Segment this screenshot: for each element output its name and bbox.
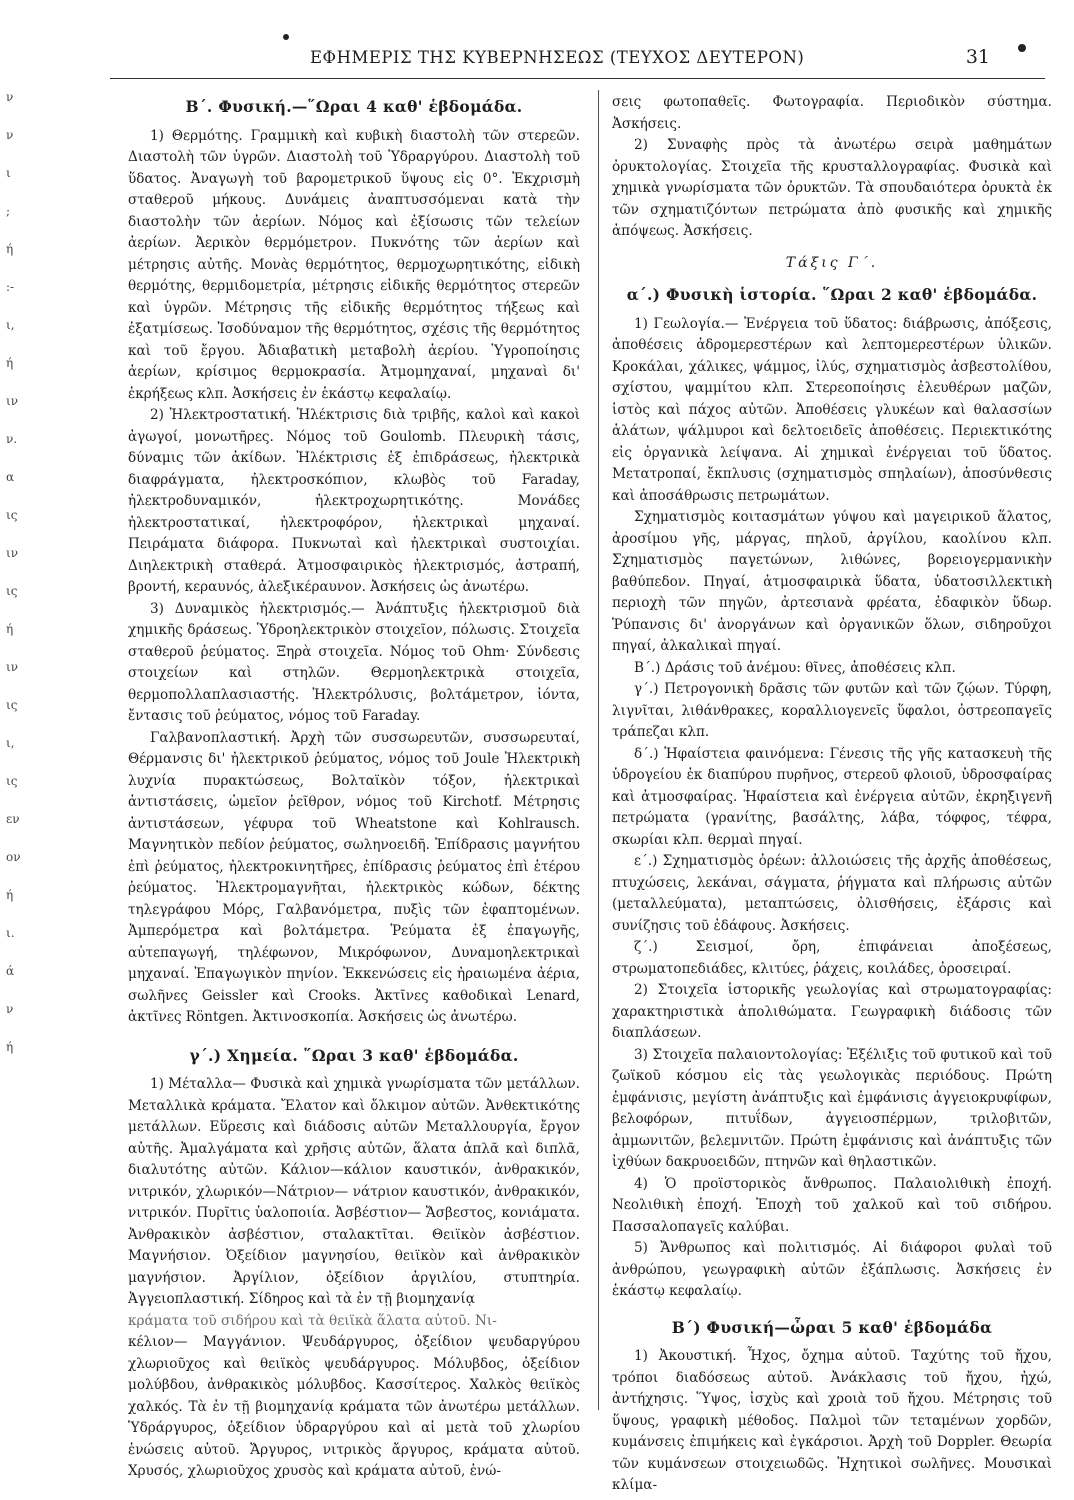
margin-fragment: ιν <box>6 394 18 408</box>
margin-fragment: ή <box>6 242 14 256</box>
margin-fragment: ι. <box>6 926 15 940</box>
margin-fragment: ις <box>6 698 18 712</box>
ink-speck <box>1018 44 1026 52</box>
margin-fragment: α <box>6 470 15 484</box>
paragraph-wind: Β΄.) Δράσις τοῦ ἀνέμου: θῖνες, ἀποθέσεις κλπ. <box>634 659 956 676</box>
margin-fragment: ν <box>6 128 14 142</box>
paragraph-historical-geology: 2) Στοιχεῖα ἱστορικῆς γεωλογίας καὶ στρωματογραφίας: χαρακτηριστικὰ ἀπολιθώματα. Γεωγραφικὴ διάδοσις τῶν διαπλάσεων. <box>612 982 1052 1041</box>
paragraph-formation: Σχηματισμὸς κοιτασμάτων γύψου καὶ μαγειρικοῦ ἅλατος, ἀροσίμου γῆς, μάργας, πηλοῦ, ἀργίλου, καολίνου κλπ. Σχηματισμὸς παγετώνων, λιθώνες, βορειογερμανικὴν βαθύπεδον. Πηγαί, ἀτμοσφαιρικὰ ὕδατα, ὑδατοσιλλεκτικὴ περιοχὴ τῶν πηγῶν, ἀρτεσιανὰ φρέατα, ἐδαφικὸν ὕδωρ. Ῥύπανσις δι' ἀνοργάνων καὶ ὀργανικῶν ὅλων, σιδηροῦχοι πηγαί, ἀλκαλικαὶ πηγαί. <box>612 509 1052 654</box>
margin-fragment: ιν <box>6 546 18 560</box>
paragraph-electrostatics: 2) Ἠλεκτροστατική. Ἠλέκτρισις διὰ τριβῆς, καλοὶ καὶ κακοὶ ἀγωγοί, μονωτῆρες. Νόμος τοῦ Goulomb. Πλευρικὴ τάσις, δύναμις τῶν ἀκίδων. Ἠλέκτρισις ἐξ ἐπιδράσεως, ἠλεκτρικὰ διαφράγματα, ἠλεκτροσκόπιον, κλωβὸς τοῦ Faraday, ἠλεκτροδυναμικόν, ἠλεκτροχωρητικότης. Μονάδες ἠλεκτροστατικαί, ἠλεκτροφόρον, ἠλεκτρικαὶ μηχαναί. Πειράματα διάφορα. Πυκνωταὶ καὶ ἠλεκτρικαὶ συστοιχίαι. Διηλεκτρικὴ σταθερά. Ἀτμοσφαιρικὸς ἠλεκτρισμός, ἀστραπή, βροντή, κεραυνός, ἀλεξικέραυνον. Ἀσκήσεις ὡς ἀνωτέρω. <box>128 407 580 595</box>
paragraph-mountains: ε΄.) Σχηματισμὸς ὀρέων: ἀλλοιώσεις τῆς ἀρχῆς ἀποθέσεως, πτυχώσεις, λεκάναι, σάγματα, ῥήγματα καὶ πλήρωσις αὐτῶν (μεταλλεύματα), μεταπτώσεις, ὀλισθήσεις, ἐξάρσις καὶ συνίζησις τοῦ ἐδάφους. Ἀσκήσεις. <box>612 853 1052 934</box>
margin-fragment: ή <box>6 356 14 370</box>
right-column <box>612 92 1052 1497</box>
margin-fragment: ις <box>6 584 18 598</box>
margin-fragment: ; <box>6 204 11 218</box>
paragraph-prehistoric-man: 4) Ὁ προϊστορικὸς ἄνθρωπος. Παλαιολιθικὴ ἐποχή. Νεολιθικὴ ἐποχή. Ἐποχὴ τοῦ χαλκοῦ καὶ τοῦ σιδήρου. Πασσαλοπαγεῖς καλύβαι. <box>612 1175 1052 1235</box>
column-divider <box>598 90 599 1410</box>
margin-fragment: ή <box>6 888 14 902</box>
paragraph-volcanic: δ΄.) Ἡφαίστεια φαινόμενα: Γένεσις τῆς γῆς κατασκευὴ τῆς ὑδρογείου ἐκ διαπύρου πυρῆνος, στερεοῦ φλοιοῦ, ὑδροσφαίρας καὶ ἀτμοσφαίρας. Ἡφαίστεια καὶ ἐνέργεια αὐτῶν, ἐκρηξιγενῆ πετρώματα (γρανίτης, βασάλτης, λάβα, τόφφος, τέφρα, σκωρίαι κλπ. θερμαὶ πηγαί. <box>612 745 1052 848</box>
paragraph-metals-continued: κέλιον— Μαγγάνιον. Ψευδάργυρος, ὀξείδιον ψευδαργύρου χλωριοῦχος καὶ θειϊκὸς ψευδάργυρος. Μόλυβδος, ὀξείδιον μολύβδου, ἀνθρακικὸς μόλυβδος. Κασσίτερος. Χαλκὸς θειϊκὸς χαλκός. Τὰ ἐν τῇ βιομηχανίᾳ κράματα τῶν ἀνωτέρω μετάλλων. Ὑδράργυρος, ὀξείδιον ὑδραργύρου καὶ αἱ μετὰ τοῦ χλωρίου ἑνώσεις αὐτοῦ. Ἄργυρος, νιτρικὸς ἄργυρος, κράματα αὐτοῦ. Χρυσός, χλωριοῦχος χρυσὸς καὶ κράματα αὐτοῦ, ἑνώ- <box>128 1334 580 1479</box>
gazette-title: ΕΦΗΜΕΡΙΣ ΤΗΣ ΚΥΒΕΡΝΗΣΕΩΣ (ΤΕΥΧΟΣ ΔΕΥΤΕΡΟΝ) <box>310 48 805 67</box>
ink-speck <box>283 34 289 40</box>
section-heading-chemistry: γ΄.) Χημεία. ῞Ωραι 3 καθ' ἑβδομάδα. <box>189 1045 519 1065</box>
margin-fragment: ι, <box>6 318 15 332</box>
margin-fragment: ν <box>6 90 14 104</box>
margin-fragment: ά <box>6 964 15 978</box>
paragraph-petrogenic: γ΄.) Πετρογονικὴ δρᾶσις τῶν φυτῶν καὶ τῶν ζῴων. Τύρφη, λιγνῖται, λιθάνθρακες, κοραλλιογενεῖς ὕφαλοι, ὀστρεοπαγεῖς τράπεζαι κλπ. <box>612 681 1052 740</box>
margin-fragment: ις <box>6 508 18 522</box>
paragraph-metals-faint-line: κράματα τοῦ σιδήρου καὶ τὰ θειϊκὰ ἅλατα αὐτοῦ. Νι- <box>128 1312 497 1329</box>
margin-fragment: ν. <box>6 432 18 446</box>
margin-fragment: :- <box>6 280 15 294</box>
paragraph-civilization: 5) Ἄνθρωπος καὶ πολιτισμός. Αἱ διάφοροι φυλαὶ τοῦ ἀνθρώπου, γεωγραφικὴ αὐτῶν ἐξάπλωσις. Ἀσκήσεις ἐν ἑκάστῳ κεφαλαίῳ. <box>612 1240 1052 1299</box>
paragraph-paleontology: 3) Στοιχεῖα παλαιοντολογίας: Ἐξέλιξις τοῦ φυτικοῦ καὶ τοῦ ζωϊκοῦ κόσμου εἰς τὰς γεωλογικὰς περιόδους. Πρώτη ἐμφάνισις, μεγίστη ἀνάπτυξις καὶ ἐμφάνισις ἀγγειοκρυφίφων, βελοφόρων, πιτυΐδων, ἀγγειοσπέρμων, τριλοβιτῶν, ἀμμωνιτῶν, βελεμνιτῶν. Πρώτη ἐμφάνισις καὶ ἀνάπτυξις τῶν ἰχθύων δακρυοειδῶν, πτηνῶν καὶ θηλαστικῶν. <box>612 1046 1052 1170</box>
left-margin-fragments <box>0 50 24 1054</box>
paragraph-metals: 1) Μέταλλα— Φυσικὰ καὶ χημικὰ γνωρίσματα τῶν μετάλλων. Μεταλλικὰ κράματα. Ἔλατον καὶ ὄλκιμον αὐτῶν. Ἀνθεκτικότης μετάλλων. Εὕρεσις καὶ διάδοσις αὐτῶν Μεταλλουργία, ἔργον αὐτῆς. Ἀμαλγάματα καὶ χρῆσις αὐτῶν, ἅλατα ἁπλᾶ καὶ διπλᾶ, διαλυτότης αὐτῶν. Κάλιον—κάλιον καυστικόν, ἀνθρακικόν, νιτρικόν, χλωρικόν—Νάτριον— νάτριον καυστικόν, ἀνθρακικόν, νιτρικόν. Πυρῖτις ὑαλοποιία. Ἀσβέστιον— Ἄσβεστος, κονιάματα. Ἀνθρακικὸν ἀσβέστιον, σταλακτῖται. Θειϊκὸν ἀσβέστιον. Μαγνήσιον. Ὀξείδιον μαγνησίου, θειϊκὸν καὶ ἀνθρακικὸν μαγνήσιον. Ἀργίλιον, ὀξείδιον ἀργιλίου, στυπτηρία. Ἀγγειοπλαστική. Σίδηρος καὶ τὰ ἐν τῇ βιομηχανίᾳ <box>128 1076 580 1307</box>
margin-fragment: ν <box>6 1002 14 1016</box>
section-heading-natural-history: α΄.) Φυσικὴ ἱστορία. ῞Ωραι 2 καθ' ἑβδομάδα. <box>626 285 1038 304</box>
margin-fragment: ι <box>6 166 11 180</box>
paragraph-dynamic-electricity: 3) Δυναμικὸς ἠλεκτρισμός.— Ἀνάπτυξις ἠλεκτρισμοῦ διὰ χημικῆς δράσεως. Ὑδροηλεκτρικὸν στοιχεῖον, πόλωσις. Στοιχεῖα σταθεροῦ ῥεύματος. Ξηρὰ στοιχεῖα. Νόμος τοῦ Ohm· Σύνδεσις στοιχείων καὶ στηλῶν. Θερμοηλεκτρικὰ στοιχεῖα, θερμοπολλαπλασιαστής. Ἠλεκτρόλυσις, βολτάμετρον, ἰόντα, ἔντασις τοῦ ῥεύματος, νόμος τοῦ Faraday. <box>128 600 580 724</box>
paragraph-galvanoplastics: Γαλβανοπλαστική. Ἀρχὴ τῶν συσσωρευτῶν, συσσωρευταί, Θέρμανσις δι' ἠλεκτρικοῦ ῥεύματος, νόμος τοῦ Joule Ἠλεκτρικὴ λυχνία πυρακτώσεως, Βολταϊκὸν τόξον, ἠλεκτρικαὶ ἀντιστάσεις, ὡμεῖον ῥεῖθρον, νόμος τοῦ Kirchotf. Μέτρησις ἀντιστάσεων, γέφυρα τοῦ Wheatstone καὶ Kohlrausch. Μαγνητικὸν πεδίον ῥεύματος, σωληνοειδῆ. Ἐπίδρασις μαγνήτου ἐπὶ ῥεύματος, ἠλεκτροκινητῆρες, ἐπίδρασις ῥεύματος ἐπὶ ἑτέρου ῥεύματος. Ἠλεκτρομαγνῆται, ἠλεκτρικὸς κώδων, δέκτης τηλεγράφου Μόρς, Γαλβανόμετρα, πυξὶς τῶν ἐφαπτομένων. Ἀμπερόμετρα καὶ βολτάμετρα. Ῥεύματα ἐξ ἐπαγωγῆς, αὐτεπαγωγή, τηλέφωνον, Μικρόφωνον, Δυναμοηλεκτρικαὶ μηχαναί. Ἐπαγωγικὸν πηνίον. Ἐκκενώσεις εἰς ἠραιωμένα ἀέρια, σωλῆνες Geissler καὶ Crooks. Ἀκτῖνες καθοδικαὶ Lenard, ἀκτῖνες Röntgen. Ἀκτινοσκοπία. Ἀσκήσεις ὡς ἀνωτέρω. <box>128 729 580 1025</box>
margin-fragment: ι, <box>6 736 15 750</box>
class-heading: Τάξις Γ΄. <box>785 254 879 271</box>
page-header <box>300 48 990 76</box>
margin-fragment: ή <box>6 1040 14 1054</box>
margin-fragment: ή <box>6 622 14 636</box>
section-heading-physics-2: Β΄) Φυσική—ὧραι 5 καθ' ἑβδομάδα <box>671 1317 993 1337</box>
header-rule <box>110 78 1045 79</box>
paragraph-geology: 1) Γεωλογία.— Ἐνέργεια τοῦ ὕδατος: διάβρωσις, ἀπόξεσις, ἀποθέσεις ἀδρομερεστέρων καὶ λεπτομερεστέρων ὑλικῶν. Κροκάλαι, χάλικες, ψάμμος, ἰλύς, σχηματισμὸς ἀσβεστολίθου, σχίστου, ψαμμίτου κλπ. Στερεοποίησις ἐλευθέρων μαζῶν, ἱστὸς καὶ πάχος αὐτῶν. Ἀποθέσεις γλυκέων καὶ θαλασσίων ἁλάτων, ψάλμυροι καὶ δελτοειδεῖς ἀποθέσεις. Περιεκτικότης εἰς ὀργανικὰ λείψανα. Αἱ χημικαὶ ἐνέργειαι τοῦ ὕδατος. Μετατροπαί, ἔκπλυσις (σχηματισμὸς σπηλαίων), ἀποσύνθεσις καὶ ἀποσάθρωσις πετρωμάτων. <box>612 315 1052 504</box>
paragraph-acoustics: 1) Ἀκουστική. Ἦχος, ὄχημα αὐτοῦ. Ταχύτης τοῦ ἤχου, τρόποι διαδόσεως αὐτοῦ. Ἀνάκλασις τοῦ ἤχου, ἠχώ, ἀντήχησις. Ὕψος, ἰσχὺς καὶ χροιὰ τοῦ ἤχου. Μέτρησις τοῦ ὕψους, γραφικὴ μέθοδος. Παλμοὶ τῶν τεταμένων χορδῶν, κυμάνσεις ἐπιμήκεις καὶ ἐγκάρσιοι. Ἀρχὴ τοῦ Doppler. Θεωρία τῶν κυμάνσεων στοιχειωδῶς. Ἠχητικοὶ σωλῆνες. Μουσικαὶ κλίμα- <box>612 1348 1052 1493</box>
paragraph-continued: σεις φωτοπαθεῖς. Φωτογραφία. Περιοδικὸν σύστημα. Ἀσκήσεις. <box>612 94 1052 132</box>
margin-fragment: ις <box>6 774 18 788</box>
section-heading-physics: Β΄. Φυσική.—῞Ωραι 4 καθ' ἑβδομάδα. <box>185 97 523 116</box>
margin-fragment: ον <box>6 850 21 864</box>
paragraph-earthquakes: ζ΄.) Σεισμοί, ὄρη, ἐπιφάνειαι ἀποξέσεως, στρωματοπεδιάδες, κλιτύες, ῥάχεις, κοιλάδες, ὀροσειραί. <box>612 939 1052 977</box>
margin-fragment: ιν <box>6 660 18 674</box>
paragraph-thermotis: 1) Θερμότης. Γραμμικὴ καὶ κυβικὴ διαστολὴ τῶν στερεῶν. Διαστολὴ τῶν ὑγρῶν. Διαστολὴ τοῦ Ὑδραργύρου. Διαστολὴ τοῦ ὕδατος. Ἀναγωγὴ τοῦ βαρομετρικοῦ ὕψους εἰς 0°. Ἐκχρισμὴ σταθεροῦ μήκους. Δυνάμεις ἀναπτυσσόμεναι κατὰ τὴν διαστολὴν τῶν ἀερίων. Νόμος καὶ ἐξίσωσις τῶν τελείων ἀερίων. Ἀερικὸν θερμόμετρον. Πυκνότης τῶν ἀερίων καὶ μέτρησις αὐτῆς. Μονὰς θερμότητος, θερμοχωρητικότης, εἰδικὴ θερμότης, θερμιδομετρία, μέτρησις εἰδικῆς θερμότητος στερεῶν καὶ ὑγρῶν. Μέτρησις τῆς εἰδικῆς θερμότητος τήξεως καὶ ἐξατμίσεως. Ἰσοδύναμον τῆς θερμότητος, σχέσις τῆς θερμότητος καὶ τοῦ ἔργου. Ἀδιαβατικὴ μεταβολὴ ἀερίου. Ὑγροποίησις ἀερίων, κρίσιμος θερμοκρασία. Ἀτμομηχαναί, μηχαναὶ δι' ἐκρήξεως κλπ. Ἀσκήσεις ἐν ἑκάστῳ κεφαλαίῳ. <box>128 127 580 402</box>
page-number: 31 <box>965 46 990 68</box>
margin-fragment: εν <box>6 812 20 826</box>
paragraph-mineralogy: 2) Συναφὴς πρὸς τὰ ἀνωτέρω σειρὰ μαθημάτων ὀρυκτολογίας. Στοιχεῖα τῆς κρυσταλλογραφίας. Φυσικὰ καὶ χημικὰ γνωρίσματα τῶν ὀρυκτῶν. Τὰ σπουδαιότερα ὀρυκτὰ ἐκ τῶν σχηματιζόντων πετρώματα ἀπὸ φυσικῆς καὶ χημικῆς ἀπόψεως. Ἀσκήσεις. <box>612 137 1052 239</box>
left-column <box>128 92 580 1483</box>
